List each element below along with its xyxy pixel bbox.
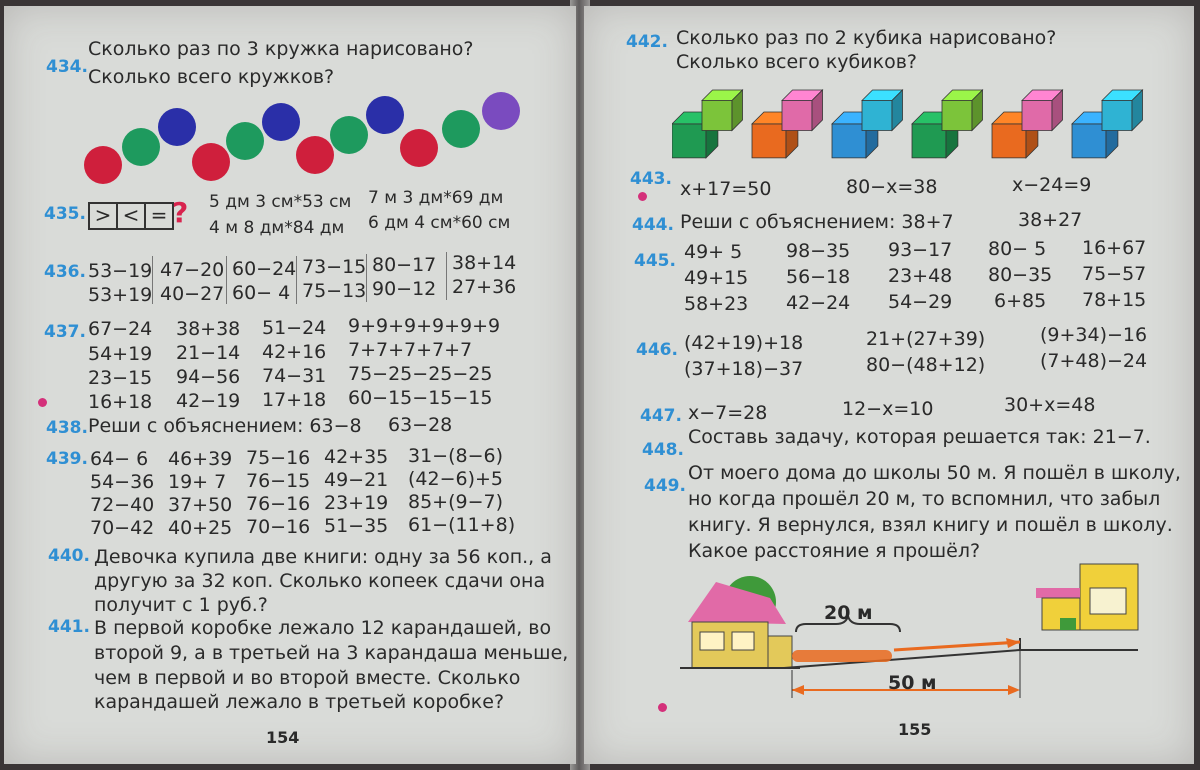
path-20m — [792, 650, 892, 662]
expr-cell: 51−24 — [262, 317, 327, 339]
cube — [702, 90, 743, 131]
expr-cell: 93−17 — [888, 239, 953, 261]
expr-cell: 17+18 — [262, 389, 327, 411]
expr-cell: 53+19 — [88, 284, 153, 306]
expr-cell: 40+25 — [168, 517, 233, 539]
task-number-439: 439. — [46, 449, 88, 469]
expr-cell: 6+85 — [994, 290, 1047, 312]
label-20m: 20 м — [824, 602, 873, 624]
task-number-437: 437. — [44, 322, 86, 342]
task-number-440: 440. — [48, 546, 90, 566]
task-number-442: 442. — [626, 32, 668, 52]
task-434-line1: Сколько раз по 3 кружка нарисовано? — [88, 38, 474, 60]
expr-cell: 51−35 — [324, 515, 389, 537]
expr-cell: 31−(8−6) — [408, 445, 504, 467]
circle — [442, 110, 480, 148]
compare-cell: 5 дм 3 см*53 см — [209, 192, 352, 212]
cube — [1102, 90, 1143, 131]
task-449-line: Какое расстояние я прошёл? — [688, 540, 981, 562]
task-number-445: 445. — [634, 251, 676, 271]
expr-cell: 54−36 — [90, 471, 155, 493]
expr-cell: 16+67 — [1082, 237, 1147, 259]
circle — [84, 146, 122, 184]
circle — [262, 103, 300, 141]
equation-cell: 30+x=48 — [1004, 394, 1096, 416]
expr-cell: (42+19)+18 — [684, 332, 804, 354]
expr-cell: (37+18)−37 — [684, 358, 804, 380]
expr-cell: 85+(9−7) — [408, 491, 504, 513]
expr-cell: 76−16 — [246, 493, 311, 515]
expr-cell: 23−15 — [88, 367, 153, 389]
expr-cell: 38+14 — [452, 252, 517, 274]
task-number-438: 438. — [46, 418, 88, 438]
task-440-line: получит с 1 руб.? — [94, 594, 268, 616]
cube — [782, 90, 823, 131]
circle — [366, 96, 404, 134]
marker-dot — [638, 192, 647, 201]
greater-sign-box: > — [88, 202, 118, 230]
circle — [296, 136, 334, 174]
expr-cell: 90−12 — [372, 278, 437, 300]
compare-cell: 7 м 3 дм*69 дм — [368, 188, 504, 208]
expr-cell: 78+15 — [1082, 289, 1147, 311]
marker-dot — [658, 703, 667, 712]
expr-cell: 64− 6 — [90, 448, 149, 470]
expr-cell: 54−29 — [888, 291, 953, 313]
expr-cell: 7+7+7+7+7 — [348, 339, 473, 361]
task-441-line: чем в первой и во второй вместе. Сколько — [94, 667, 521, 689]
column-divider — [226, 256, 227, 304]
task-448-text: Составь задачу, которая решается так: 21−7. — [688, 426, 1151, 448]
circle — [482, 92, 520, 130]
task-438-text: Реши с объяснением: 63−8 — [88, 415, 362, 437]
equation-cell: x−24=9 — [1012, 174, 1092, 196]
cube — [1022, 90, 1063, 131]
task-number-434: 434. — [46, 57, 88, 77]
expr-cell: 76−15 — [246, 470, 311, 492]
right-page — [584, 6, 1194, 764]
expr-cell: 21+(27+39) — [866, 328, 986, 350]
cube — [862, 90, 903, 131]
expr-cell: 60−15−15−15 — [348, 387, 493, 409]
expr-cell: 46+39 — [168, 448, 233, 470]
task-442-line1: Сколько раз по 2 кубика нарисовано? — [676, 27, 1057, 49]
expr-cell: 21−14 — [176, 342, 241, 364]
expr-cell: 75−25−25−25 — [348, 363, 493, 385]
cubes-illustration — [672, 76, 1152, 160]
circle — [400, 129, 438, 167]
expr-cell: 42+16 — [262, 341, 327, 363]
expr-cell: 56−18 — [786, 266, 851, 288]
expr-cell: 38+27 — [1018, 209, 1083, 231]
expr-cell: 58+23 — [684, 293, 749, 315]
less-sign-box: < — [116, 202, 146, 230]
expr-cell: (9+34)−16 — [1040, 324, 1148, 346]
task-441-line: второй 9, а в третьей на 3 карандаша меньше, — [94, 642, 569, 664]
expr-cell: 54+19 — [88, 343, 153, 365]
expr-cell: 75−57 — [1082, 263, 1147, 285]
expr-cell: 94−56 — [176, 366, 241, 388]
task-number-436: 436. — [44, 262, 86, 282]
page-number: 154 — [266, 728, 300, 747]
school-illustration — [1020, 564, 1138, 650]
expr-cell: 80−35 — [988, 264, 1053, 286]
task-434-line2: Сколько всего кружков? — [88, 66, 335, 88]
expr-cell: 47−20 — [160, 259, 225, 281]
task-449-line: книгу. Я вернулся, взял книгу и пошёл в школу. — [688, 514, 1173, 536]
expr-cell: 42+35 — [324, 446, 389, 468]
task-number-447: 447. — [640, 406, 682, 426]
column-divider — [446, 252, 447, 300]
task-440-line: Девочка купила две книги: одну за 56 коп., а — [94, 546, 552, 568]
task-number-446: 446. — [636, 340, 678, 360]
expr-cell: 16+18 — [88, 391, 153, 413]
expr-cell: 80− 5 — [988, 238, 1047, 260]
circle — [330, 116, 368, 154]
equation-cell: x+17=50 — [680, 178, 772, 200]
arrow-to-school — [894, 642, 1020, 650]
task-number-444: 444. — [632, 215, 674, 235]
expr-cell: 42−19 — [176, 390, 241, 412]
expr-cell: 53−19 — [88, 260, 153, 282]
left-page — [4, 6, 576, 764]
task-number-443: 443. — [630, 169, 672, 189]
task-449-line: От моего дома до школы 50 м. Я пошёл в школу, — [688, 462, 1181, 484]
page-number: 155 — [898, 720, 932, 739]
expr-cell: 70−16 — [246, 516, 311, 538]
expr-cell: 49−21 — [324, 469, 389, 491]
expr-cell: 61−(11+8) — [408, 514, 516, 536]
task-number-435: 435. — [44, 204, 86, 224]
expr-cell: 42−24 — [786, 292, 851, 314]
expr-cell: 27+36 — [452, 276, 517, 298]
equal-sign-box: = — [144, 202, 174, 230]
expr-cell: (7+48)−24 — [1040, 350, 1148, 372]
task-441-line: карандашей лежало в третьей коробке? — [94, 691, 505, 713]
expr-cell: 23+48 — [888, 265, 953, 287]
expr-cell: 80−(48+12) — [866, 354, 986, 376]
question-mark: ? — [172, 196, 189, 229]
expr-cell: 75−13 — [302, 280, 367, 302]
task-440-line: другую за 32 коп. Сколько копеек сдачи она — [94, 570, 546, 592]
expr-cell: 40−27 — [160, 283, 225, 305]
circle — [226, 122, 264, 160]
expr-cell: 19+ 7 — [168, 471, 227, 493]
distance-illustration — [680, 558, 1160, 718]
task-449-line: но когда прошёл 20 м, то вспомнил, что забыл — [688, 488, 1161, 510]
circle — [122, 128, 160, 166]
marker-dot — [38, 398, 47, 407]
expr-cell: 63−28 — [388, 414, 453, 436]
expr-cell: 49+15 — [684, 267, 749, 289]
expr-cell: 38+38 — [176, 318, 241, 340]
expr-cell: 70−42 — [90, 517, 155, 539]
equation-cell: 12−x=10 — [842, 398, 934, 420]
compare-cell: 6 дм 4 см*60 см — [368, 213, 511, 233]
expr-cell: 75−16 — [246, 447, 311, 469]
expr-cell: 60−24 — [232, 258, 297, 280]
task-442-line2: Сколько всего кубиков? — [676, 51, 917, 73]
equation-cell: x−7=28 — [688, 402, 768, 424]
expr-cell: 23+19 — [324, 492, 389, 514]
expr-cell: 37+50 — [168, 494, 233, 516]
expr-cell: 80−17 — [372, 254, 437, 276]
equation-cell: 80−x=38 — [846, 176, 938, 198]
house-illustration — [680, 576, 800, 668]
expr-cell: 73−15 — [302, 256, 367, 278]
compare-cell: 4 м 8 дм*84 дм — [209, 218, 345, 238]
task-number-448: 448. — [642, 440, 684, 460]
circle — [158, 108, 196, 146]
task-444-text: Реши с объяснением: 38+7 — [680, 211, 954, 233]
expr-cell: 9+9+9+9+9+9 — [348, 315, 501, 337]
label-50m: 50 м — [888, 672, 937, 694]
expr-cell: 60− 4 — [232, 282, 291, 304]
expr-cell: 98−35 — [786, 240, 851, 262]
task-441-line: В первой коробке лежало 12 карандашей, во — [94, 617, 552, 639]
expr-cell: 72−40 — [90, 494, 155, 516]
circle — [192, 143, 230, 181]
expr-cell: 49+ 5 — [684, 241, 743, 263]
task-number-441: 441. — [48, 617, 90, 637]
expr-cell: 74−31 — [262, 365, 327, 387]
task-number-449: 449. — [644, 476, 686, 496]
expr-cell: (42−6)+5 — [408, 468, 504, 490]
expr-cell: 67−24 — [88, 318, 153, 340]
cube — [942, 90, 983, 131]
